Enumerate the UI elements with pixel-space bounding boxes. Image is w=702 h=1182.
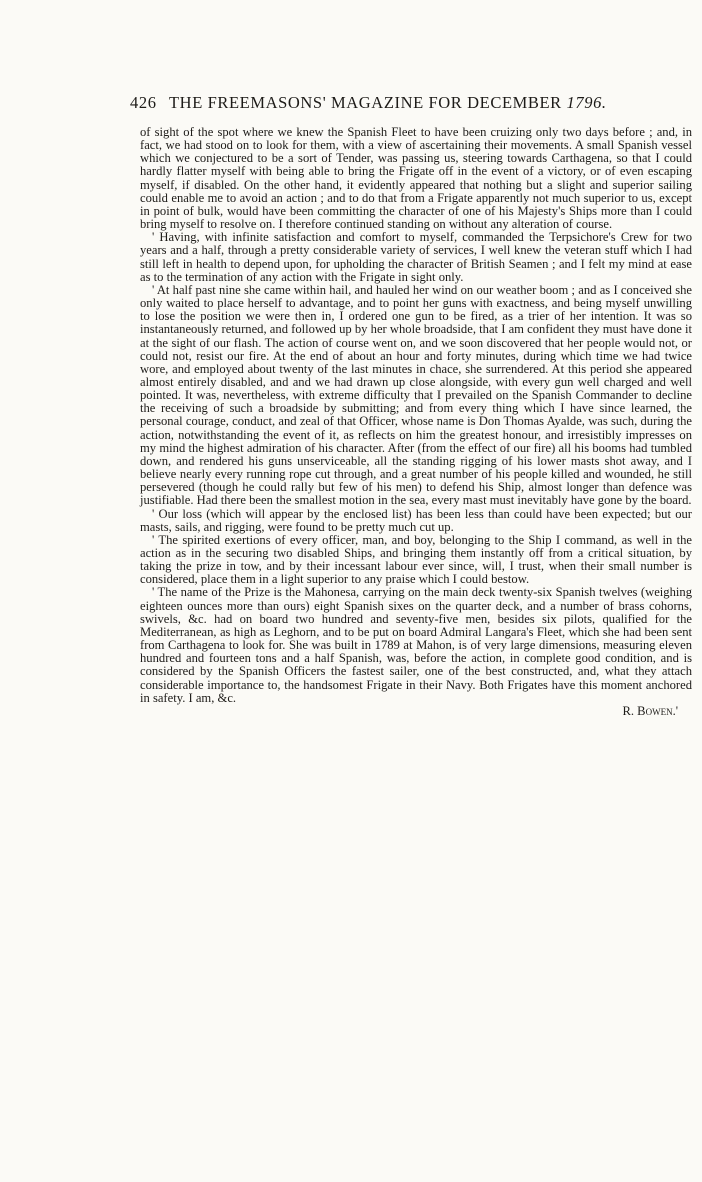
paragraph: ' At half past nine she came within hail, and hauled her wind on our weather boom ; and as I conceived she only waited to place herself to advantage, and to point her guns with exactness, and being myself unwilling to lose the position we were then in, I ordered one gun to be fired, as a trier of her intention. It was so instantaneously returned, and followed up by her whole broadside, that I am confident they must have done it at the sight of our flash. The action of course went on, and we soon discovered that her people would not, or could not, resist our fire. At the end of about an hour and forty minutes, during which time we had twice wore, and employed about twenty of the last minutes in chace, she surrendered. At this period she appeared almost entirely disabled, and and we had drawn up close alongside, with every gun well charged and well pointed. It was, nevertheless, with extreme difficulty that I prevailed on the Spanish Commander to decline the receiving of such a broadside by submitting; and from every thing which I have since learned, the personal courage, conduct, and zeal of that Officer, whose name is Don Thomas Ayalde, was such, during the action, notwithstanding the event of it, as reflects on him the greatest honour, and irresistibly impresses on my mind the highest admiration of his character. After (from the effect of our fire) all his booms had tumbled down, and rendered his guns unserviceable, all the standing rigging of his lower masts shot away, and I believe nearly every running rope cut through, and a great number of his people killed and wounded, he still persevered (though he could rally but few of his men) to defend his Ship, almost longer than defence was justifiable. Had there been the smallest motion in the sea, every mast must inevitably have gone by the board. [140,282,692,508]
paragraph: ' The name of the Prize is the Mahonesa, carrying on the main deck twenty-six Spanish twelves (weighing eighteen ounces more than ours) eight Spanish sixes on the quarter deck, and a number of brass cohorns, swivels, &c. had on board two hundred and seventy-five men, besides six pilots, qualified for the Mediterranean, as high as Leghorn, and to be put on board Admiral Langara's Fleet, which she had been sent from Carthagena to look for. She was built in 1789 at Mahon, is of very large dimensions, measuring eleven hundred and fourteen tons and a half Spanish, was, before the action, in complete good condition, and is considered by the Spanish Officers the fastest sailer, one of the best constructed, and, what they attach considerable importance to, the handsomest Frigate in their Navy. Both Frigates have this moment anchored in safety. I am, &c. [140,585,692,705]
magazine-title: THE FREEMASONS' MAGAZINE FOR DECEMBER [169,93,562,112]
paragraph: ' Our loss (which will appear by the enclosed list) has been less than could have been expected; but our masts, sails, and rigging, were found to be pretty much cut up. [140,506,692,534]
page-number: 426 [130,93,157,112]
body-text [140,126,692,718]
issue-year: 1796. [566,93,607,112]
paragraph: ' Having, with infinite satisfaction and comfort to myself, commanded the Terpsichore's Crew for two years and a half, through a pretty considerable variety of services, I well knew the veteran stuff which I had still left in health to depend upon, for upholding the character of British Seamen ; and I felt my mind at ease as to the termination of any action with the Frigate in sight only. [140,230,692,284]
running-header [130,93,690,113]
paragraph: ' The spirited exertions of every officer, man, and boy, belonging to the Ship I command, as well in the action as in the securing two disabled Ships, and bringing them instantly off from a critical situation, by taking the prize in tow, and by their incessant labour ever since, will, I trust, when their small number is considered, place them in a light superior to any praise which I could bestow. [140,532,692,587]
signature: R. Bowen.' [622,703,678,718]
paragraph: of sight of the spot where we knew the Spanish Fleet to have been cruizing only two days before ; and, in fact, we had stood on to look for them, with a view of ascertaining their movements. A small Spanish vessel which we conjectured to be a sort of Tender, was passing us, steering towards Carthagena, so that I could hardly flatter myself with being able to bring the Frigate off in the event of a victory, or of even escaping myself, if disabled. On the other hand, it evidently appeared that nothing but a slight and superior sailing could enable me to avoid an action ; and to do that from a Frigate apparently not much superior to us, except in point of bulk, would have been committing the character of one of his Majesty's Ships more than I could bring myself to resolve on. I therefore continued standing on without any alteration of course. [140,125,692,232]
